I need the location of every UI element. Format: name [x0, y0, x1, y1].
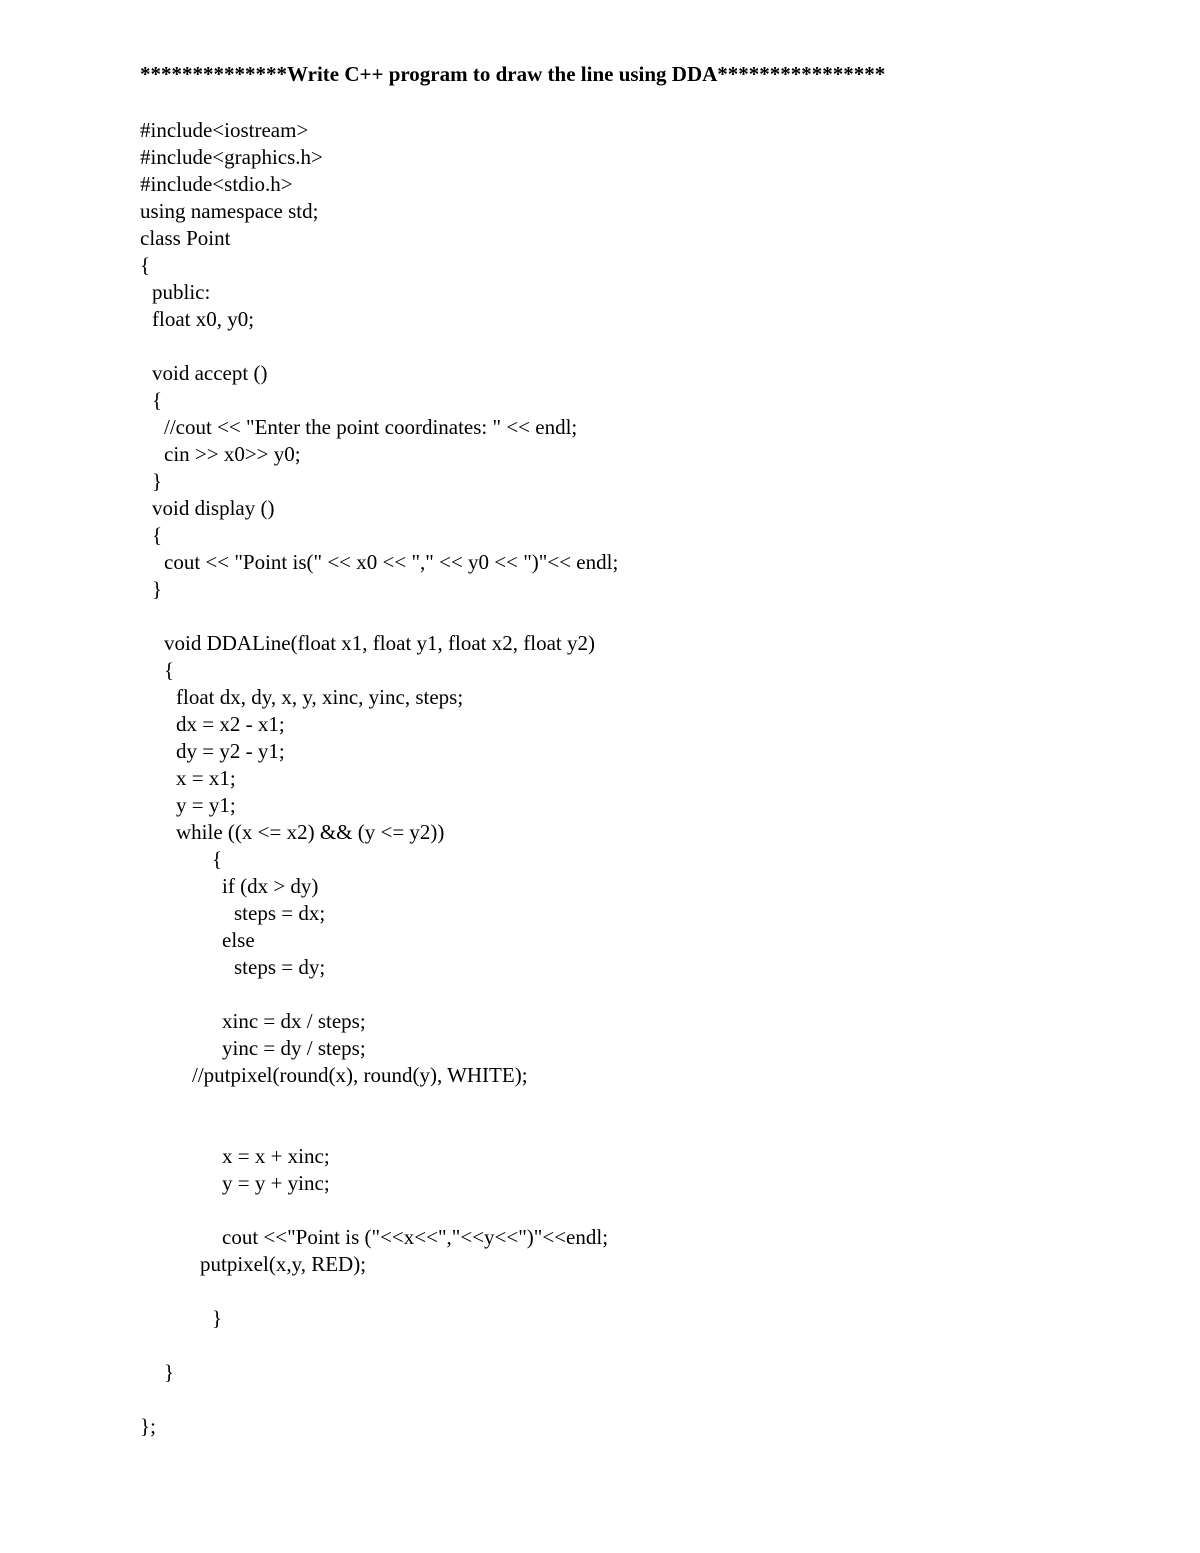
code-line: while ((x <= x2) && (y <= y2)): [176, 820, 445, 844]
code-line: void accept (): [152, 361, 268, 385]
code-line: }: [212, 1306, 223, 1330]
code-line: using namespace std;: [140, 199, 319, 223]
code-line: x = x1;: [176, 766, 236, 790]
page-title: **************Write C++ program to draw the line using DDA****************: [140, 62, 886, 86]
code-line: {: [140, 253, 151, 277]
code-line: cout << "Point is(" << x0 << "," << y0 << ")"<< endl;: [164, 550, 619, 574]
code-line: {: [164, 658, 175, 682]
code-line: {: [152, 388, 163, 412]
code-line: putpixel(x,y, RED);: [200, 1252, 367, 1276]
code-line: //putpixel(round(x), round(y), WHITE);: [192, 1063, 528, 1087]
code-line: cin >> x0>> y0;: [164, 442, 301, 466]
code-line: steps = dx;: [234, 901, 326, 925]
code-line: };: [140, 1414, 156, 1438]
code-line: class Point: [140, 226, 231, 250]
code-line: void DDALine(float x1, float y1, float x2, float y2): [164, 631, 595, 655]
code-line: #include<iostream>: [140, 118, 309, 142]
code-line: dy = y2 - y1;: [176, 739, 285, 763]
code-line: cout <<"Point is ("<<x<<","<<y<<")"<<endl;: [222, 1225, 609, 1249]
code-line: x = x + xinc;: [222, 1144, 330, 1168]
code-line: dx = x2 - x1;: [176, 712, 285, 736]
code-line: public:: [152, 280, 211, 304]
code-line: }: [152, 469, 163, 493]
code-line: steps = dy;: [234, 955, 326, 979]
code-line: float dx, dy, x, y, xinc, yinc, steps;: [176, 685, 464, 709]
code-line: y = y1;: [176, 793, 236, 817]
code-line: yinc = dy / steps;: [222, 1036, 366, 1060]
code-line: }: [164, 1360, 175, 1384]
code-line: #include<stdio.h>: [140, 172, 293, 196]
code-line: {: [152, 523, 163, 547]
code-line: void display (): [152, 496, 275, 520]
code-line: }: [152, 577, 163, 601]
code-line: float x0, y0;: [152, 307, 255, 331]
code-line: xinc = dx / steps;: [222, 1009, 366, 1033]
code-line: {: [212, 847, 223, 871]
code-line: y = y + yinc;: [222, 1171, 330, 1195]
code-line: //cout << "Enter the point coordinates: " << endl;: [164, 415, 578, 439]
code-line: if (dx > dy): [222, 874, 319, 898]
code-line: #include<graphics.h>: [140, 145, 323, 169]
code-line: else: [222, 928, 255, 952]
